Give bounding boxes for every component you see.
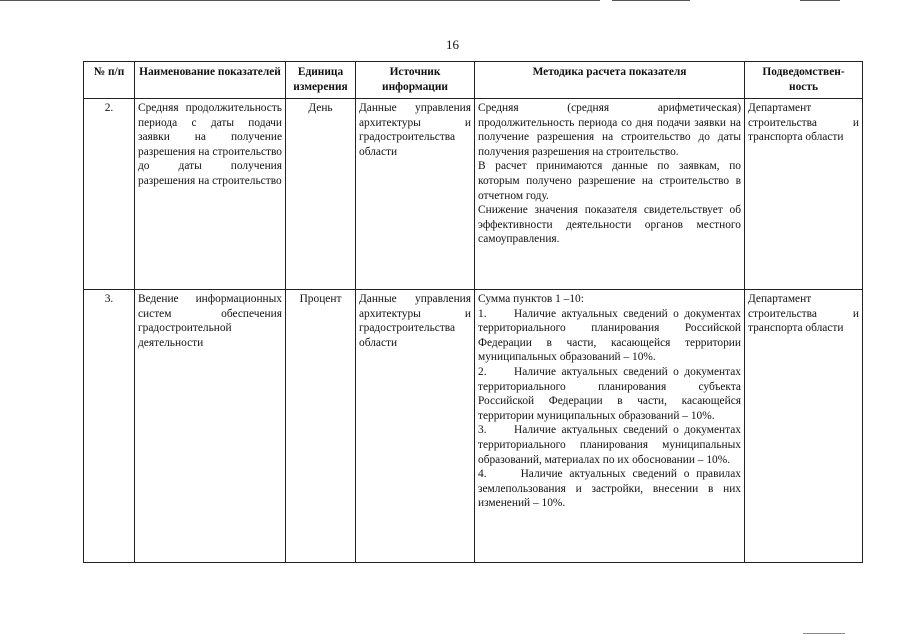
top-rule-right — [800, 0, 840, 1]
table-row — [84, 99, 863, 290]
header-num: № п/п — [84, 62, 135, 99]
row-num: 2. — [84, 99, 135, 290]
row-method — [475, 99, 745, 290]
top-rule-left — [0, 0, 600, 1]
header-unit: Единица измерения — [286, 62, 356, 99]
method-paragraph: Снижение значения показателя свидетельствует об эффективности деятельности органов местного самоуправления. — [478, 204, 741, 246]
indicators-table — [83, 61, 863, 563]
row-subordinate: Департамент строительства и транспорта области — [745, 290, 863, 563]
row-unit: Процент — [286, 290, 356, 563]
header-method: Методика расчета показателя — [475, 62, 745, 99]
method-paragraph: 3. Наличие актуальных сведений о документах территориального планирования муниципальных образований, материалах по их обосновании – 10%. — [478, 424, 741, 466]
header-source: Источник информации — [356, 62, 475, 99]
method-paragraph: В расчет принимаются данные по заявкам, по которым получено разрешение на строительство в отчетном году. — [478, 160, 741, 202]
table-row — [84, 290, 863, 563]
row-name: Ведение информационных систем обеспечения градостроительной деятельности — [135, 290, 286, 563]
row-subordinate: Департамент строительства и транспорта области — [745, 99, 863, 290]
method-paragraph: Средняя (средняя арифметическая) продолжительность периода со дня подачи заявки на получение разрешения на строительство до даты получения разрешения на строительство. — [478, 102, 741, 158]
page-number: 16 — [446, 37, 459, 52]
row-source: Данные управления архитектуры и градостроительства области — [356, 290, 475, 563]
row-method — [475, 290, 745, 563]
row-num: 3. — [84, 290, 135, 563]
method-paragraph: 4. Наличие актуальных сведений о правилах землепользования и застройки, внесении в них изменений – 10%. — [478, 468, 741, 510]
method-paragraph: Сумма пунктов 1 –10: — [478, 293, 584, 305]
bottom-rule — [803, 633, 845, 634]
table-header-row — [84, 62, 863, 99]
row-source: Данные управления архитектуры и градостроительства области — [356, 99, 475, 290]
method-paragraph: 1. Наличие актуальных сведений о документах территориального планирования Российской Федерации в части, касающейся территории муниципальных образований – 10%. — [478, 307, 741, 364]
method-paragraph: 2. Наличие актуальных сведений о документах территориального планирования субъекта Российской Федерации в части, касающейся территории муниципальных образований – 10%. — [478, 365, 741, 422]
top-rule-middle — [612, 0, 690, 1]
row-unit: День — [286, 99, 356, 290]
row-name: Средняя продолжительность периода с даты подачи заявки на получение разрешения на строительство до даты получения разрешения на строительство — [135, 99, 286, 290]
header-subordinate: Подведомствен-ность — [745, 62, 863, 99]
header-name: Наименование показателей — [135, 62, 286, 99]
